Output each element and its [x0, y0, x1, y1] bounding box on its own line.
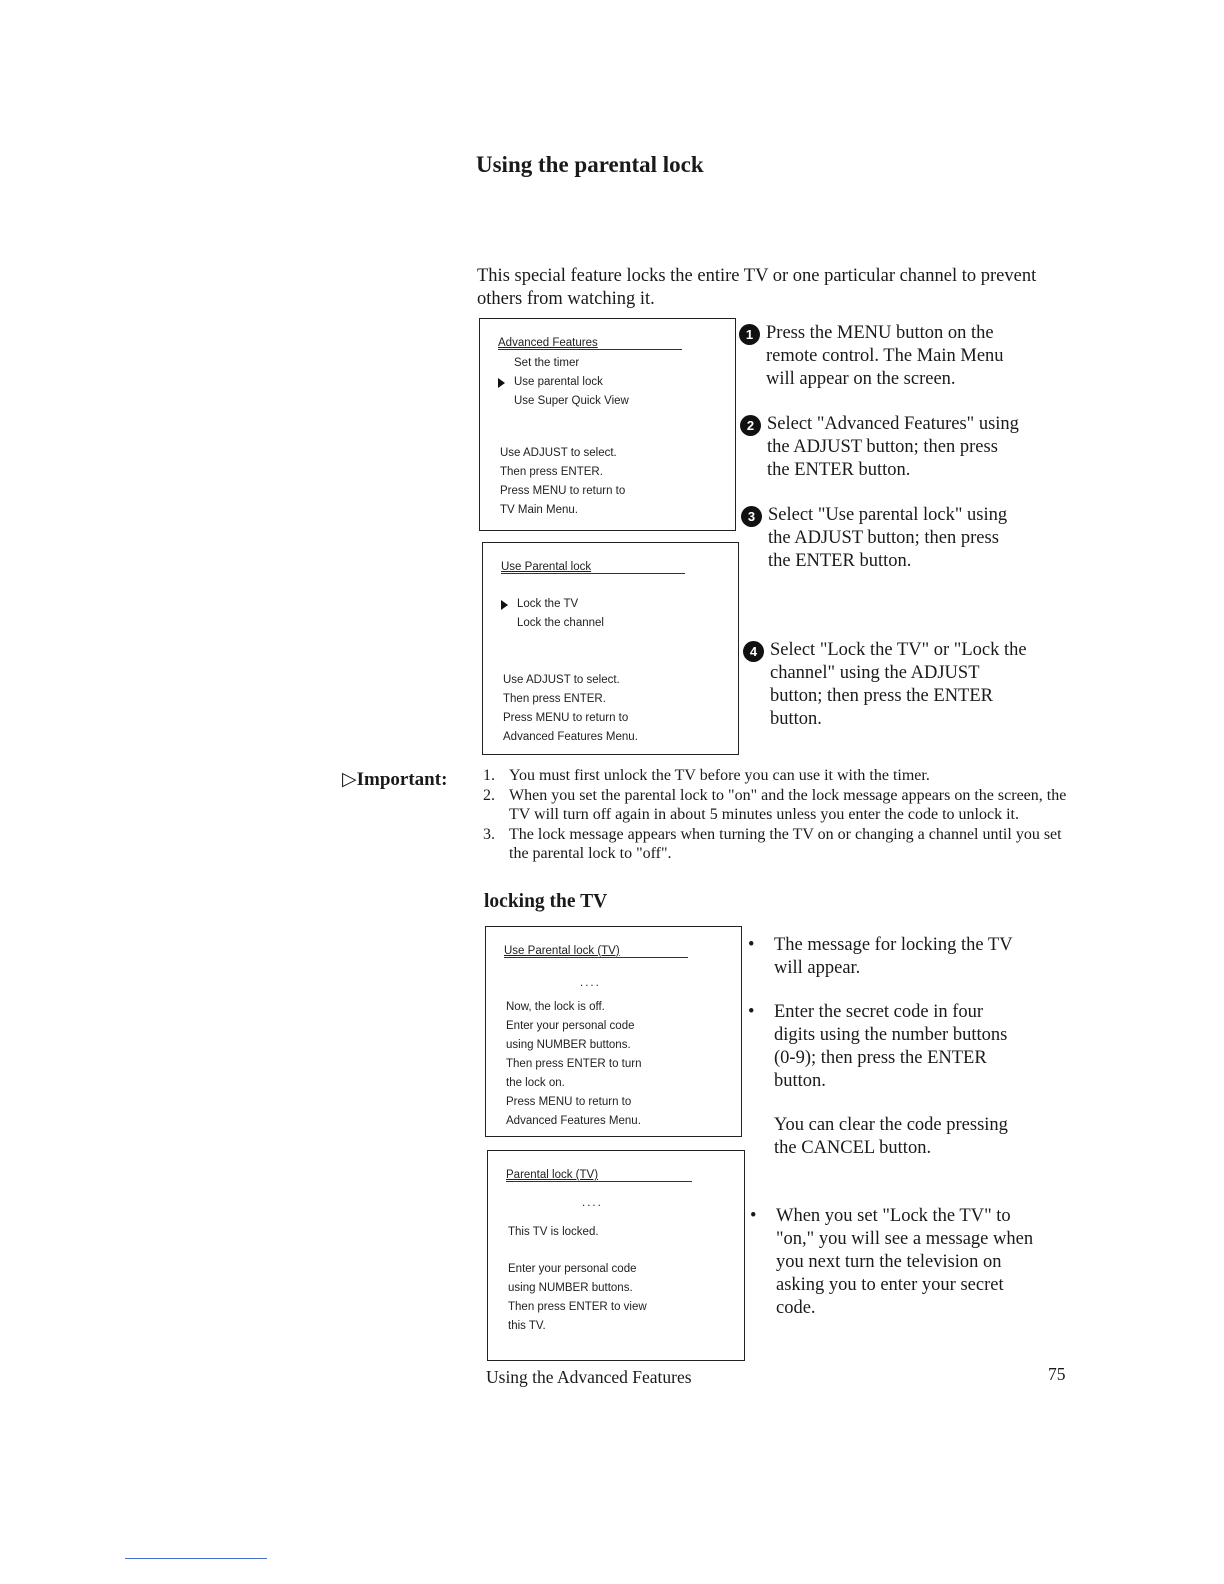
- bullet-text-line: Enter the secret code in four: [774, 1002, 984, 1022]
- step-text-line: the ADJUST button; then press: [768, 528, 999, 548]
- lock-status: This TV is locked.: [508, 1226, 599, 1238]
- bullet-icon: •: [748, 935, 755, 955]
- step-2: [740, 413, 1070, 485]
- help-line: this TV.: [508, 1320, 546, 1332]
- help-line: the lock on.: [506, 1077, 565, 1089]
- step-text-line: remote control. The Main Menu: [766, 346, 1004, 366]
- step-text-line: the ENTER button.: [768, 551, 912, 571]
- help-line: Use ADJUST to select.: [500, 447, 617, 459]
- menu-item-selected: Use parental lock: [514, 376, 603, 388]
- use-parental-lock-tv-screen: [485, 926, 742, 1137]
- bullet-text-line: The message for locking the TV: [774, 935, 1013, 955]
- bullet-text-line: "on," you will see a message when: [776, 1229, 1034, 1249]
- bullet-1: [748, 934, 1073, 982]
- help-line: Then press ENTER.: [500, 466, 603, 478]
- step-number-icon: 4: [743, 641, 764, 662]
- triangle-pointer-icon: ▷: [342, 769, 357, 790]
- menu-item: Lock the channel: [517, 617, 604, 629]
- help-line: Enter your personal code: [508, 1263, 637, 1275]
- bullet-2: [748, 1001, 1073, 1166]
- important-label: ▷Important:: [342, 769, 448, 790]
- step-text-line: the ENTER button.: [767, 460, 911, 480]
- bullet-text-line: code.: [776, 1298, 816, 1318]
- step-3: [741, 504, 1071, 576]
- intro-paragraph: This special feature locks the entire TV or one particular channel to prevent others from watching it.: [477, 266, 1037, 309]
- locking-tv-heading: locking the TV: [484, 891, 608, 912]
- bullet-note-line: the CANCEL button.: [774, 1138, 932, 1158]
- scan-artifact-divider: [125, 1558, 267, 1559]
- help-line: Enter your personal code: [506, 1020, 635, 1032]
- screen-header: Parental lock (TV): [506, 1169, 692, 1182]
- help-line: Press MENU to return to: [506, 1096, 632, 1108]
- screen-header: Use Parental lock: [501, 561, 685, 574]
- menu-item-selected: Lock the TV: [517, 598, 579, 610]
- bullet-3: [750, 1205, 1075, 1323]
- bullet-text-line: will appear.: [774, 958, 861, 978]
- bullet-note-line: You can clear the code pressing: [774, 1115, 1008, 1135]
- help-line: TV Main Menu.: [500, 504, 578, 516]
- step-text-line: Select "Lock the TV" or "Lock the: [770, 640, 1027, 660]
- step-text-line: Select "Advanced Features" using: [767, 414, 1019, 434]
- bullet-text-line: you next turn the television on: [776, 1252, 1002, 1272]
- screen-header: Use Parental lock (TV): [504, 945, 688, 958]
- code-dots: ....: [580, 977, 601, 989]
- step-number-icon: 2: [740, 415, 761, 436]
- step-text-line: Select "Use parental lock" using: [768, 505, 1008, 525]
- bullet-text-line: (0-9); then press the ENTER: [774, 1048, 987, 1068]
- use-parental-lock-screen: [482, 542, 739, 755]
- screen-header: Advanced Features: [498, 337, 682, 350]
- step-text-line: will appear on the screen.: [766, 369, 956, 389]
- help-line: Advanced Features Menu.: [503, 731, 638, 743]
- selection-arrow-icon: [498, 378, 505, 388]
- help-line: Use ADJUST to select.: [503, 674, 620, 686]
- selection-arrow-icon: [501, 600, 508, 610]
- menu-item: Set the timer: [514, 357, 580, 369]
- bullet-text-line: digits using the number buttons: [774, 1025, 1008, 1045]
- bullet-text-line: button.: [774, 1071, 826, 1091]
- step-text-line: channel" using the ADJUST: [770, 663, 980, 683]
- step-number-icon: 1: [739, 324, 760, 345]
- step-text-line: the ADJUST button; then press: [767, 437, 998, 457]
- lock-status: Now, the lock is off.: [506, 1001, 605, 1013]
- footer-section-title: Using the Advanced Features: [486, 1367, 692, 1387]
- step-number-icon: 3: [741, 506, 762, 527]
- bullet-text-line: asking you to enter your secret: [776, 1275, 1004, 1295]
- code-dots: ....: [582, 1197, 603, 1209]
- help-line: Then press ENTER to view: [508, 1301, 647, 1313]
- step-text-line: Press the MENU button on the: [766, 323, 994, 343]
- step-text-line: button.: [770, 709, 822, 729]
- advanced-features-screen: [479, 318, 736, 531]
- help-line: Then press ENTER to turn: [506, 1058, 642, 1070]
- bullet-icon: •: [750, 1206, 757, 1226]
- help-line: Press MENU to return to: [503, 712, 629, 724]
- page-title: Using the parental lock: [476, 152, 704, 177]
- step-text-line: button; then press the ENTER: [770, 686, 993, 706]
- list-item: 2. When you set the parental lock to "on" and the lock message appears on the screen, the TV will turn off again in about 5 minutes unless you enter the code to unlock it.: [483, 786, 1067, 823]
- help-line: using NUMBER buttons.: [508, 1282, 633, 1294]
- list-item: 1. You must first unlock the TV before you can use it with the timer.: [483, 767, 930, 784]
- bullet-icon: •: [748, 1002, 755, 1022]
- important-list: [483, 766, 1073, 864]
- parental-lock-tv-screen: [487, 1150, 745, 1361]
- page-number: 75: [1048, 1364, 1066, 1384]
- list-item: 3. The lock message appears when turning the TV on or changing a channel until you set the parental lock to "off".: [483, 825, 1062, 862]
- step-1: [739, 322, 1069, 394]
- menu-item: Use Super Quick View: [514, 395, 629, 407]
- step-4: [743, 639, 1073, 735]
- bullet-text-line: When you set "Lock the TV" to: [776, 1206, 1011, 1226]
- help-line: Advanced Features Menu.: [506, 1115, 641, 1127]
- help-line: Press MENU to return to: [500, 485, 626, 497]
- help-line: using NUMBER buttons.: [506, 1039, 631, 1051]
- help-line: Then press ENTER.: [503, 693, 606, 705]
